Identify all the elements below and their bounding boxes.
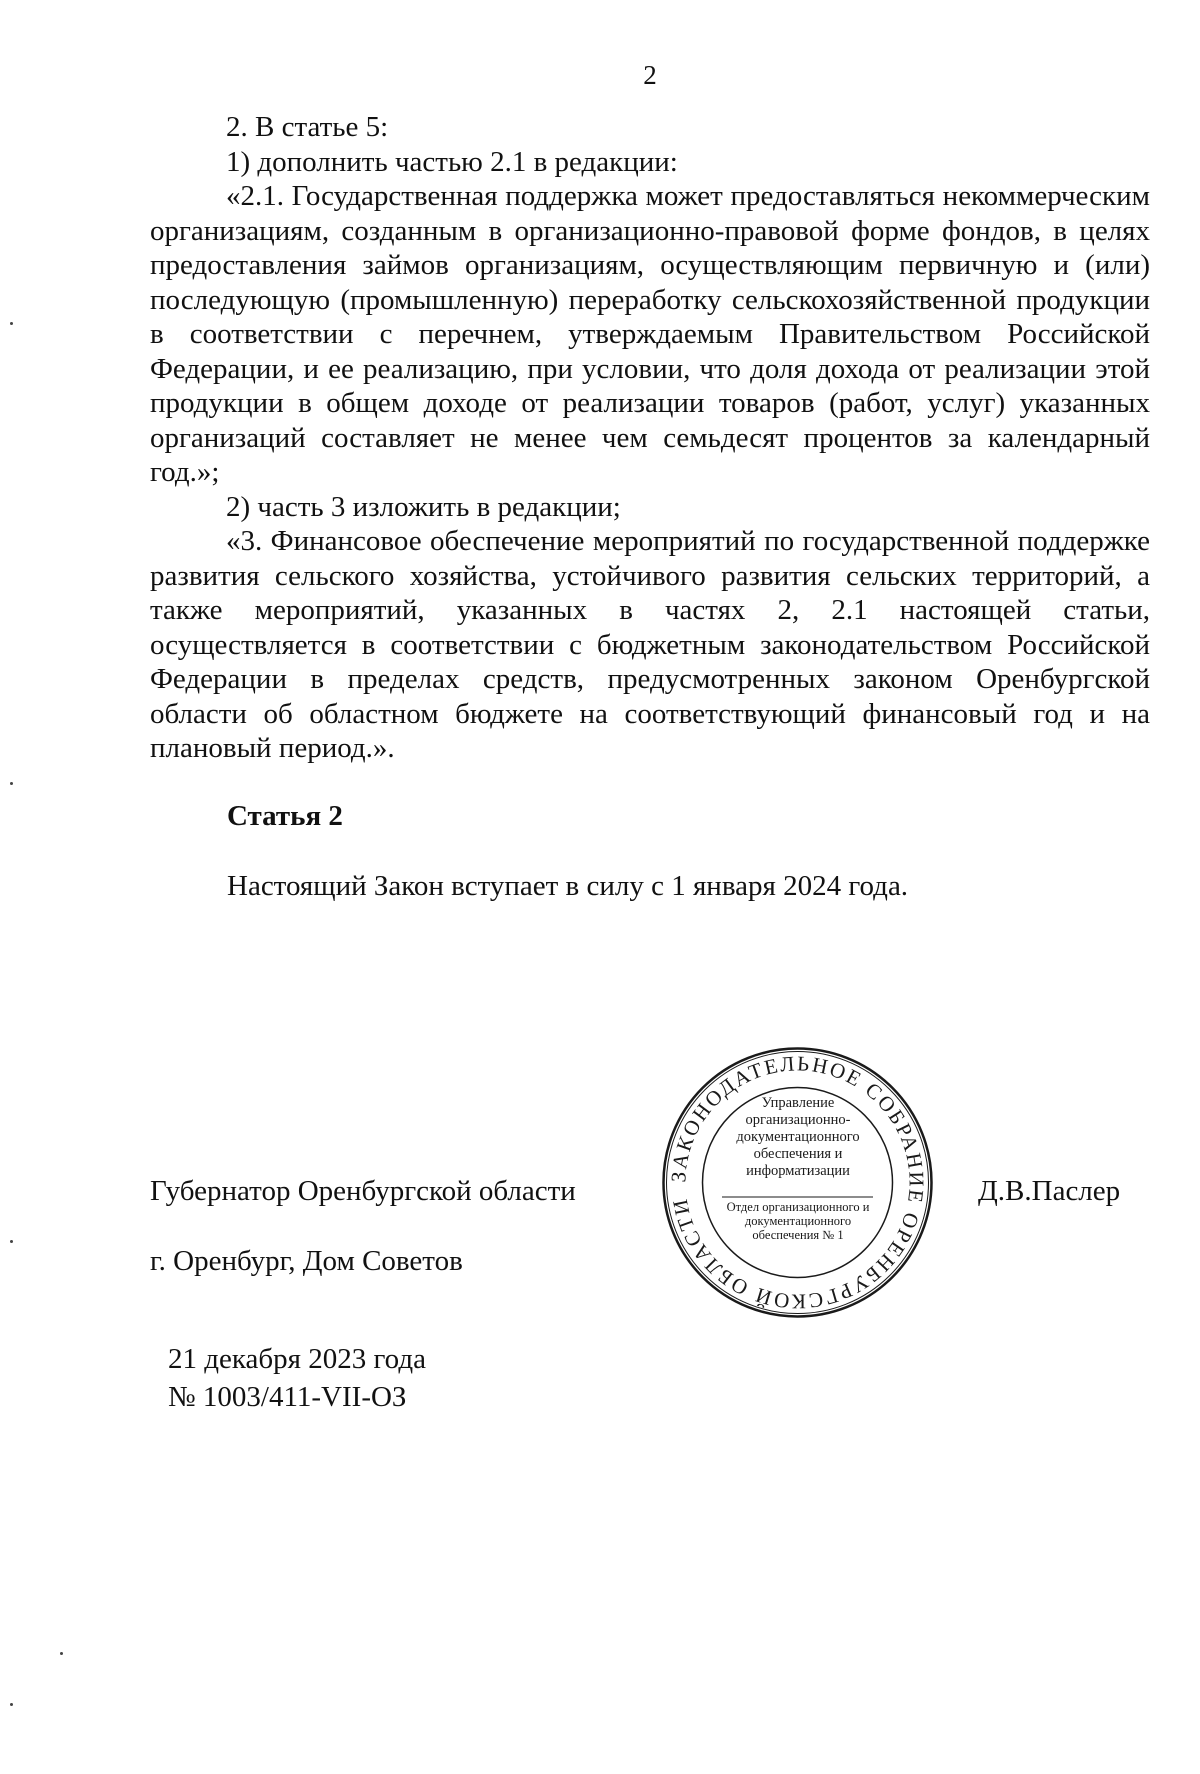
article-2-text: Настоящий Закон вступает в силу с 1 января 2024 года. <box>227 870 909 902</box>
paragraph-item-2: 2) часть 3 изложить в редакции; <box>226 490 621 523</box>
law-number: № 1003/411-VII-ОЗ <box>168 1381 407 1413</box>
scan-speck <box>10 322 13 325</box>
scan-speck <box>10 1703 13 1706</box>
article-2-heading: Статья 2 <box>227 800 343 832</box>
paragraph-item-1: 1) дополнить частью 2.1 в редакции: <box>226 145 678 178</box>
seal-inner-text <box>722 1095 874 1242</box>
signing-date: 21 декабря 2023 года <box>168 1343 426 1375</box>
governor-title: Губернатор Оренбургской области <box>150 1175 576 1207</box>
signing-place: г. Оренбург, Дом Советов <box>150 1245 463 1277</box>
scan-speck <box>10 782 13 785</box>
official-seal <box>660 1045 935 1320</box>
paragraph-article-5-intro: 2. В статье 5: <box>226 111 389 143</box>
seal-inner-lower: Отдел организационного и документационного обеспечения № 1 <box>726 1200 870 1242</box>
seal-inner-upper: Управление организационно-документационного обеспечения и информатизации <box>736 1095 860 1179</box>
amendment-text <box>150 110 1150 766</box>
scan-speck <box>10 1240 13 1243</box>
seal-outer-text-path: ЗАКОНОДАТЕЛЬНОЕ СОБРАНИЕ ОРЕНБУРГСКОЙ ОБЛАСТИ <box>666 1051 929 1314</box>
paragraph-part-3: «3. Финансовое обеспечение мероприятий по государственной поддержке развития сельского хозяйства, устойчивого развития сельских территорий, а также мероприятий, указанных в частях 2, 2.1 настоящей статьи, осуществляется в соответствии с бюджетным законодательством Российской Федерации в пределах средств, предусмотренных законом Оренбургской области об областном бюджете на соответствующий финансовый год и на плановый период.». <box>150 525 1150 764</box>
page-number: 2 <box>643 60 657 90</box>
governor-name: Д.В.Паслер <box>978 1175 1121 1207</box>
scan-speck <box>60 1652 63 1655</box>
paragraph-part-2-1: «2.1. Государственная поддержка может предоставляться некоммерческим организациям, созданным в организационно-правовой форме фондов, в целях предоставления займов организациям, осуществляющим первичную и (или) последующую (промышленную) переработку сельскохозяйственной продукции в соответствии с перечнем, утверждаемым Правительством Российской Федерации, и ее реализацию, при условии, что доля дохода от реализации этой продукции в общем доходе от реализации товаров (работ, услуг) указанных организаций составляет не менее чем семьдесят процентов за календарный год.»; <box>150 180 1150 488</box>
